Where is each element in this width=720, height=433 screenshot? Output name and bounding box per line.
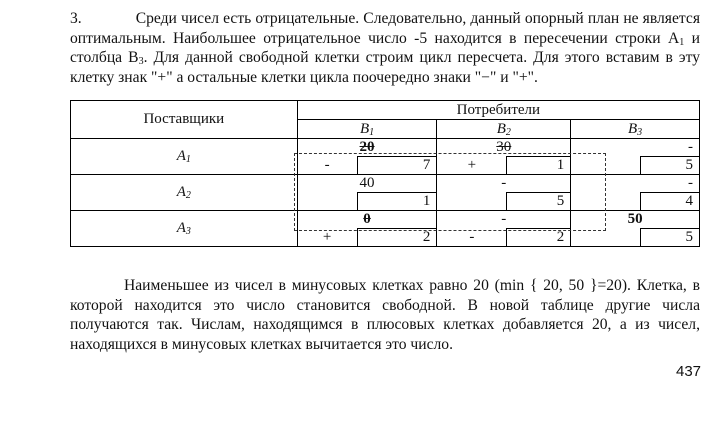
column-b2 bbox=[437, 120, 571, 139]
conclusion-text: Наименьшее из чисел в минусовых клетках равно 20 (min { 20, 50 }=20). Клетка, в которой находится это число становится свободной. В новой таблице другие числа получаются так. Числам, находящимся в плюсовых клетках добавляется 20, а из чисел, находящихся в минусовых клетках вычитается это число. bbox=[70, 277, 700, 353]
intro-sub-1: 1 bbox=[679, 36, 685, 48]
sign-a3-b1: + bbox=[297, 229, 357, 247]
row-a2-label bbox=[71, 175, 298, 211]
column-b2-letter: B bbox=[496, 120, 506, 137]
cost-a1-b1: 7 bbox=[357, 157, 437, 175]
row-a1-label bbox=[71, 139, 298, 175]
page-number: 437 bbox=[676, 363, 702, 380]
sign-a3-b2: - bbox=[437, 229, 507, 247]
column-b1-sub: 1 bbox=[369, 126, 375, 138]
column-b1 bbox=[297, 120, 437, 139]
sign-a1-b2: + bbox=[437, 157, 507, 175]
row-a3-sub: 3 bbox=[185, 226, 191, 237]
sign-a2-b3 bbox=[571, 193, 641, 211]
cost-a2-b2: 5 bbox=[507, 193, 571, 211]
alloc-a1-b3: - bbox=[571, 139, 700, 157]
cost-a2-b1: 1 bbox=[357, 193, 437, 211]
cost-a1-b2: 1 bbox=[507, 157, 571, 175]
alloc-a1-b2: 30 bbox=[437, 139, 571, 157]
column-b3-sub: 3 bbox=[637, 126, 643, 138]
cost-a3-b2: 2 bbox=[507, 229, 571, 247]
consumers-header: Потребители bbox=[297, 101, 699, 120]
paragraph-intro bbox=[70, 9, 700, 87]
table-row bbox=[71, 175, 700, 193]
intro-text-1: Среди чисел есть отрицательные. Следовательно, данный опорный план не является оптимальным. Наибольшее отрицательное число -5 находится в пересечении строки А bbox=[70, 10, 700, 47]
cost-a3-b1: 2 bbox=[357, 229, 437, 247]
column-b3-letter: B bbox=[628, 120, 638, 137]
alloc-a2-b1: 40 bbox=[297, 175, 437, 193]
sign-a2-b1 bbox=[297, 193, 357, 211]
row-a3-letter: A bbox=[176, 220, 186, 236]
alloc-a2-b2: - bbox=[437, 175, 571, 193]
column-b2-sub: 2 bbox=[505, 126, 511, 138]
row-a2-letter: A bbox=[176, 184, 186, 200]
sign-a1-b3 bbox=[571, 157, 641, 175]
alloc-a2-b3: - bbox=[571, 175, 700, 193]
table-row bbox=[71, 139, 700, 157]
column-b1-letter: B bbox=[359, 120, 370, 137]
alloc-a1-b1: 20 bbox=[297, 139, 437, 157]
column-b3 bbox=[571, 120, 700, 139]
item-number: 3. bbox=[70, 10, 82, 27]
alloc-a3-b1: 0 bbox=[297, 211, 437, 229]
intro-text-3: . Для данной свободной клетки строим цикл пересчета. Для этого вставим в эту клетку знак "+" а остальные клетки цикла поочередно знаки "−" и "+". bbox=[70, 49, 701, 86]
sign-a2-b2 bbox=[437, 193, 507, 211]
row-a1-sub: 1 bbox=[185, 154, 191, 165]
cost-a1-b3: 5 bbox=[641, 157, 700, 175]
alloc-a3-b2: - bbox=[437, 211, 571, 229]
cost-a2-b3: 4 bbox=[641, 193, 700, 211]
sign-a3-b3 bbox=[571, 229, 641, 247]
paragraph-conclusion bbox=[70, 276, 700, 354]
row-a3-label bbox=[71, 211, 298, 247]
row-a2-sub: 2 bbox=[185, 190, 191, 201]
transport-table bbox=[70, 100, 700, 247]
alloc-a3-b3: 50 bbox=[571, 211, 700, 229]
table-row bbox=[71, 211, 700, 229]
sign-a1-b1: - bbox=[297, 157, 357, 175]
intro-sub-2: 3 bbox=[138, 56, 144, 67]
row-a1-letter: A bbox=[176, 148, 186, 164]
cost-a3-b3: 5 bbox=[641, 229, 700, 247]
suppliers-header: Поставщики bbox=[71, 101, 298, 139]
intro-text-2: и столбца В bbox=[70, 29, 700, 66]
